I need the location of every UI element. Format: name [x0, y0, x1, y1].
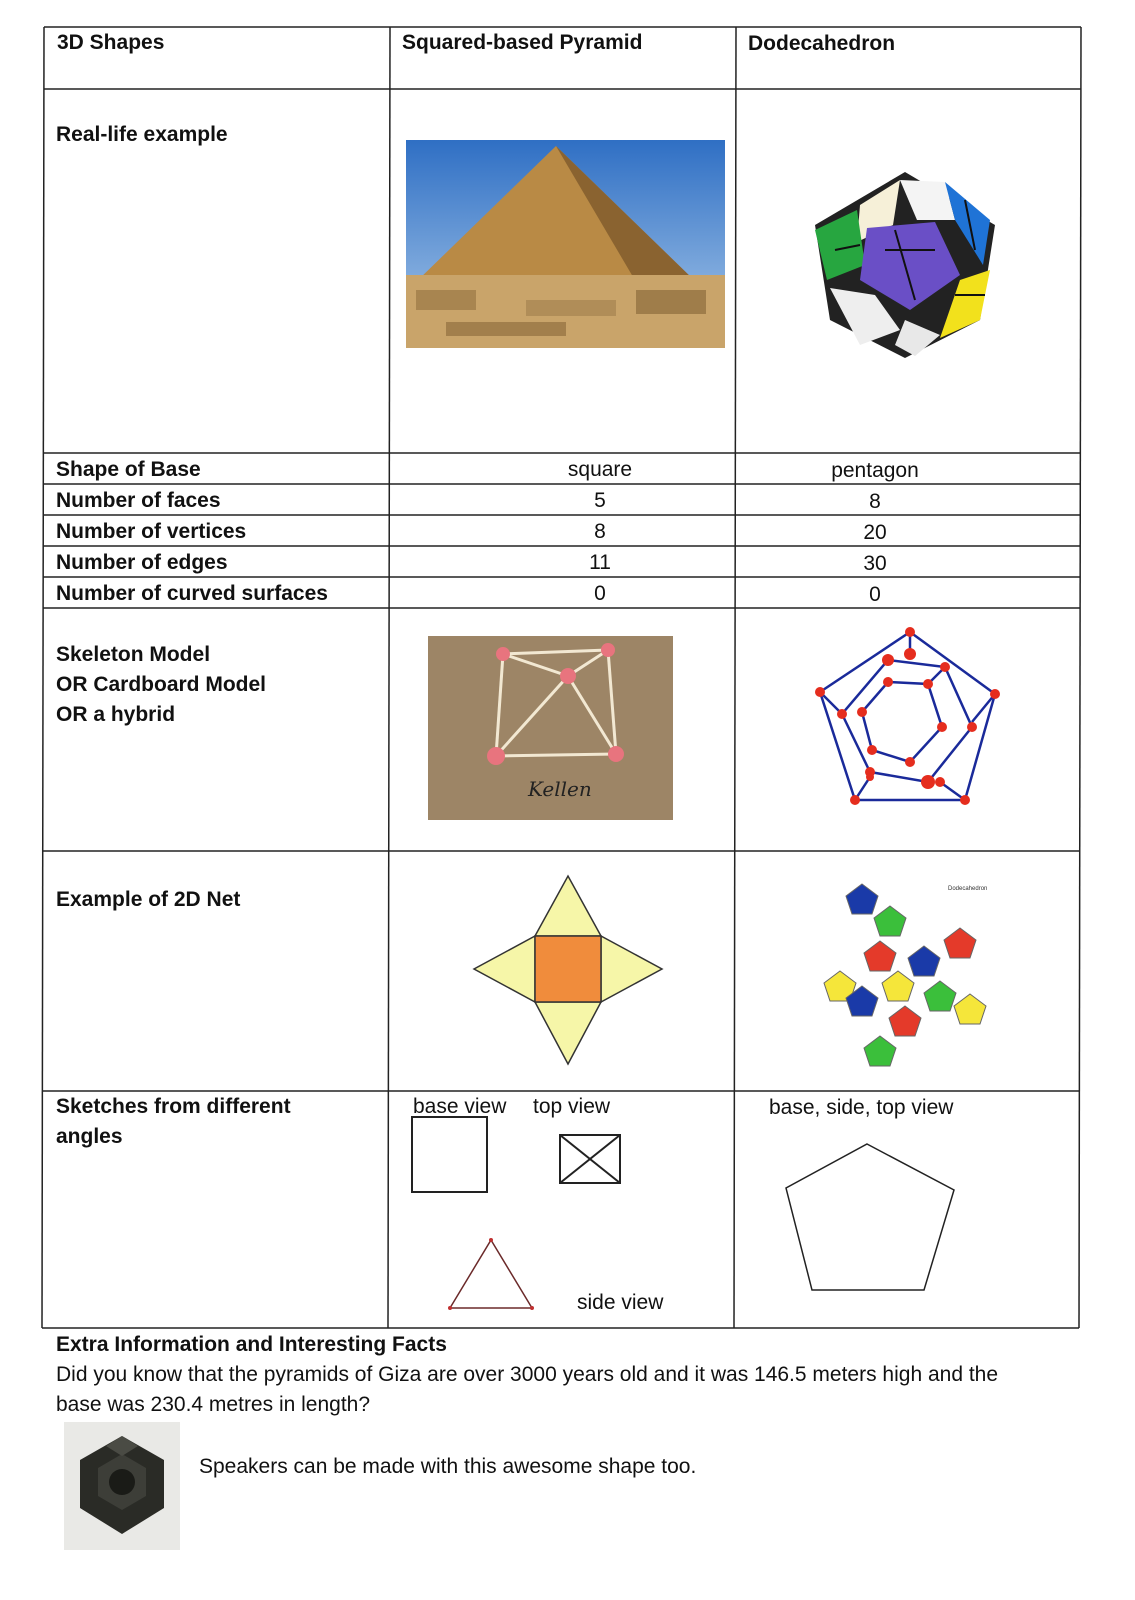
dodecahedron-value: 0 — [869, 583, 881, 606]
property-label: Number of curved surfaces — [56, 582, 328, 605]
property-label: Number of edges — [56, 551, 228, 574]
net-caption: Dodecahedron — [948, 886, 988, 892]
top-view-square — [557, 1132, 623, 1188]
header-3d-shapes: 3D Shapes — [57, 31, 165, 54]
sketch-label-line: angles — [56, 1125, 123, 1148]
real-life-label: Real-life example — [56, 123, 228, 146]
speaker-photo — [64, 1422, 180, 1550]
top-view-caption: top view — [533, 1095, 611, 1118]
base-view-caption: base view — [413, 1095, 507, 1118]
model-label-line: OR a hybrid — [56, 703, 176, 726]
pyramid-skeleton-photo — [428, 636, 673, 820]
base-view-square — [410, 1115, 490, 1195]
side-view-triangle — [446, 1236, 536, 1312]
pyramid-value: 11 — [589, 551, 611, 574]
dodecahedron-views-caption: base, side, top view — [769, 1096, 954, 1119]
dodecahedron-skeleton-model — [800, 622, 1010, 822]
giza-fact: Did you know that the pyramids of Giza are over 3000 years old and it was 146.5 meters high and the base was 230.4 metres in length? — [56, 1363, 999, 1416]
property-label: Number of vertices — [56, 520, 247, 543]
megaminx-photo — [805, 170, 1005, 360]
dodecahedron-value: 20 — [863, 521, 887, 544]
net-label: Example of 2D Net — [56, 888, 241, 911]
model-label-line: Skeleton Model — [56, 643, 211, 666]
pyramid-net — [472, 874, 664, 1066]
pyramid-value: 8 — [594, 520, 606, 543]
dodecahedron-value: pentagon — [831, 459, 919, 482]
dodecahedron-net — [820, 876, 1010, 1072]
header-pyramid: Squared-based Pyramid — [402, 31, 643, 54]
sketch-label-line: Sketches from different — [56, 1095, 291, 1118]
extra-heading: Extra Information and Interesting Facts — [56, 1333, 447, 1356]
skeleton-signature: Kellen — [528, 777, 592, 801]
pentagon-sketch — [782, 1140, 958, 1296]
header-dodecahedron: Dodecahedron — [748, 32, 896, 55]
speakers-note: Speakers can be made with this awesome shape too. — [199, 1455, 697, 1478]
side-view-caption: side view — [577, 1291, 664, 1314]
model-label-line: OR Cardboard Model — [56, 673, 267, 696]
pyramid-value: 0 — [594, 582, 606, 605]
property-label: Shape of Base — [56, 458, 201, 481]
pyramid-photo — [406, 140, 725, 348]
pyramid-value: 5 — [594, 489, 606, 512]
dodecahedron-value: 8 — [869, 490, 881, 513]
dodecahedron-value: 30 — [863, 552, 887, 575]
property-label: Number of faces — [56, 489, 221, 512]
pyramid-value: square — [567, 458, 633, 481]
